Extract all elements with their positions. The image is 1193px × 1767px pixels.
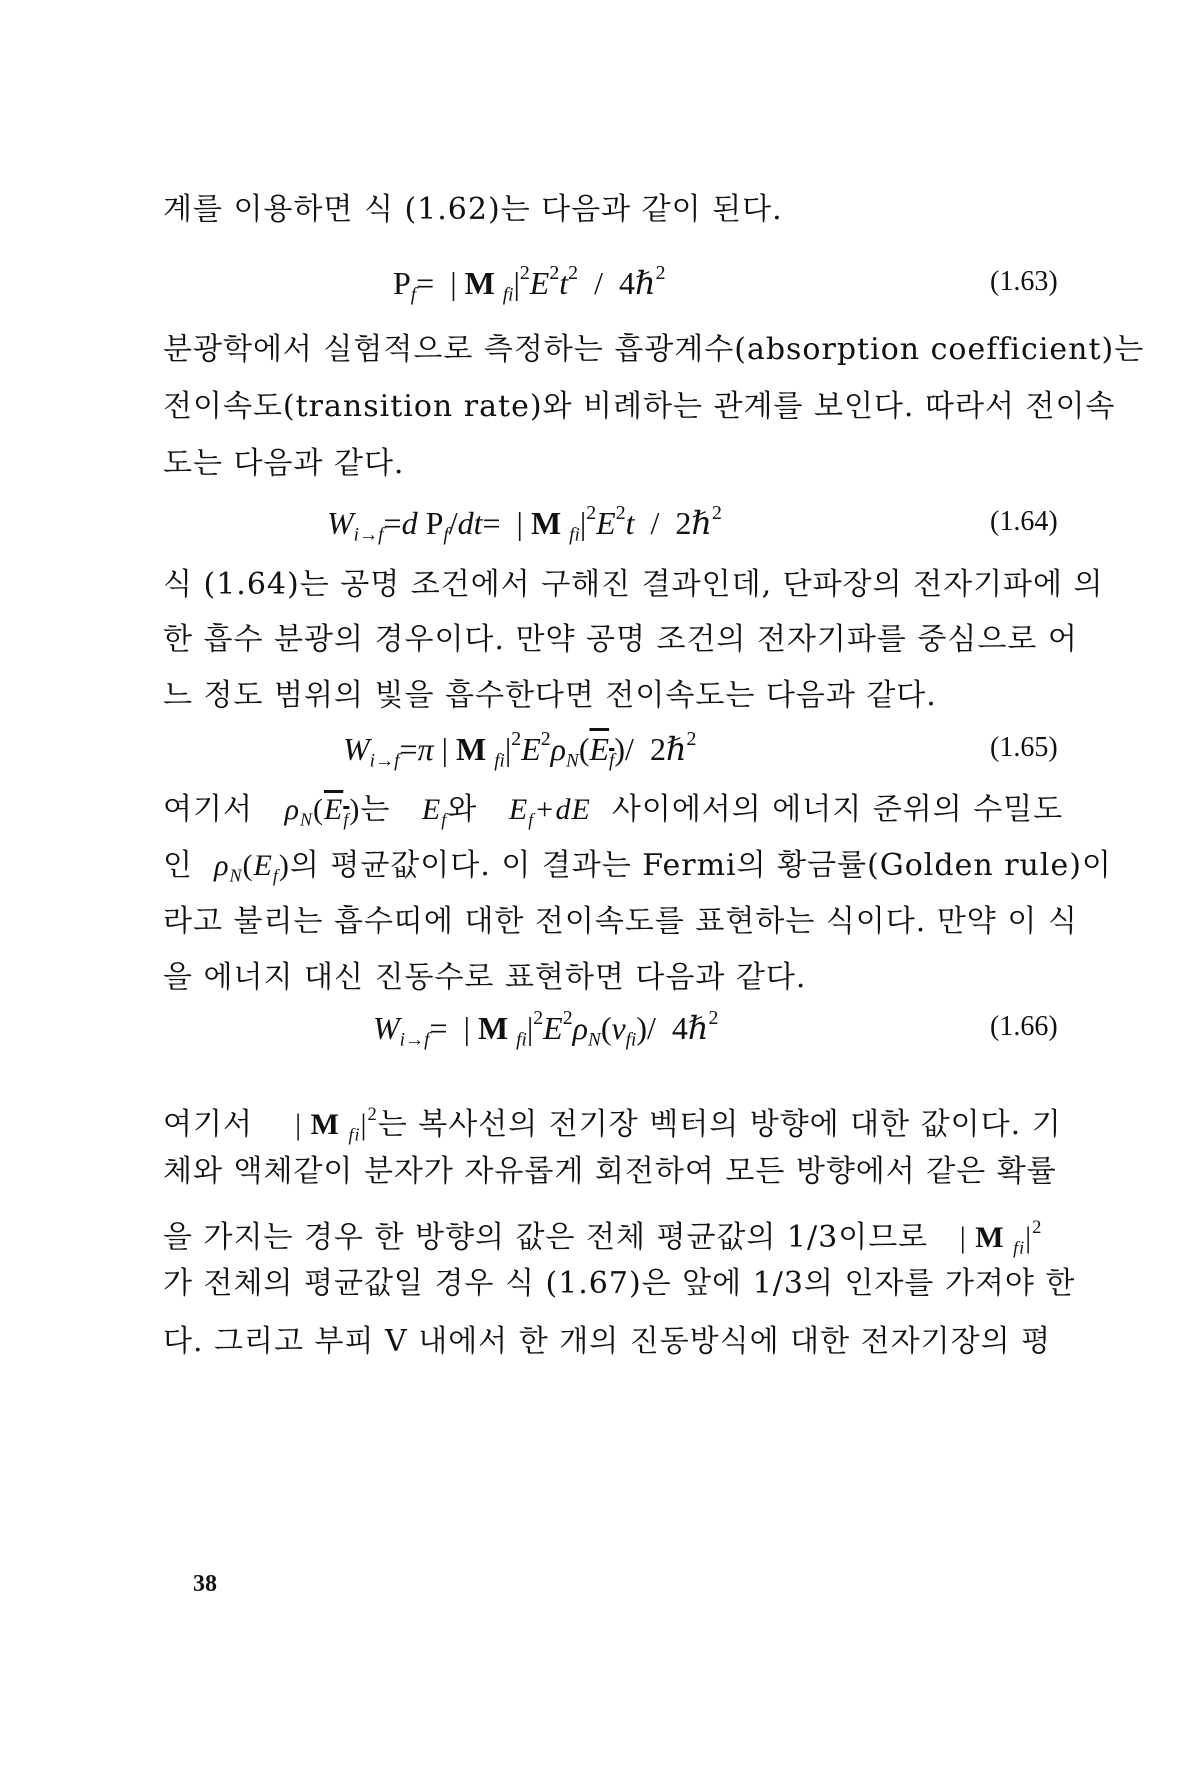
text-line: 전이속도(transition rate)와 비례하는 관계를 보인다. 따라서 전이속 xyxy=(163,389,1116,424)
equation-1-65: $W_{i\to f}=\pi$ | M $_{fi}|^2E^2\rho_N(E_f)/$ 2ℏ$^2$ (1.65) xyxy=(343,728,1058,772)
text-line: 을 에너지 대신 진동수로 표현하면 다음과 같다. xyxy=(163,960,807,995)
text-line: 분광학에서 실험적으로 측정하는 흡광계수(absorption coefficient)는 xyxy=(163,332,1145,367)
equation-1-66: $W_{i\to f}=$ | M $_{fi}|^2E^2\rho_N(\nu_{fi})/$ 4ℏ$^2$ (1.66) xyxy=(373,1007,1058,1051)
text-line: 한 흡수 분광의 경우이다. 만약 공명 조건의 전자기파를 중심으로 어 xyxy=(163,622,1078,657)
text-line: 체와 액체같이 분자가 자유롭게 회전하여 모든 방향에서 같은 확률 xyxy=(163,1154,1057,1189)
text-line: 여기서 $\rho_N(E_f)$는 $E_f$와 $E_f+dE$ 사이에서의 에너지 준위의 수밀도 xyxy=(163,792,1064,830)
text-line: 인 $\rho_N(E_f)$의 평균값이다. 이 결과는 Fermi의 황금률(Golden rule)이 xyxy=(163,848,1112,886)
equation-1-63: $P_f=$ | M $_{fi}|^2E^2t^2$ / 4ℏ$^2$ (1.63) xyxy=(393,262,1058,306)
text-line: 라고 불리는 흡수띠에 대한 전이속도를 표현하는 식이다. 만약 이 식 xyxy=(163,904,1078,939)
equation-number: (1.65) xyxy=(990,732,1058,763)
text-line: 을 가지는 경우 한 방향의 값은 전체 평균값의 1/3이므로 | M $_{fi}|^2$ xyxy=(163,1217,1043,1258)
equation-1-64: $W_{i\to f}=d$ $P_f/dt=$ | M $_{fi}|^2E^2t$ / 2ℏ$^2$ (1.64) xyxy=(327,502,1058,546)
text-line: 도는 다음과 같다. xyxy=(163,446,405,481)
text-line: 계를 이용하면 식 (1.62)는 다음과 같이 된다. xyxy=(163,192,783,227)
text-line: 여기서 | M $_{fi}|^2$는 복사선의 전기장 벡터의 방향에 대한 값이다. 기 xyxy=(163,1104,1062,1145)
equation-number: (1.66) xyxy=(990,1011,1058,1042)
text-line: 식 (1.64)는 공명 조건에서 구해진 결과인데, 단파장의 전자기파에 의 xyxy=(163,567,1104,602)
equation-number: (1.64) xyxy=(990,506,1058,537)
text-line: 다. 그리고 부피 V 내에서 한 개의 진동방식에 대한 전자기장의 평 xyxy=(163,1324,1052,1359)
text-line: 가 전체의 평균값일 경우 식 (1.67)은 앞에 1/3의 인자를 가져야 한 xyxy=(163,1266,1076,1301)
equation-number: (1.63) xyxy=(990,266,1058,297)
page-number: 38 xyxy=(193,1571,217,1597)
text-line: 느 정도 범위의 빛을 흡수한다면 전이속도는 다음과 같다. xyxy=(163,678,937,713)
